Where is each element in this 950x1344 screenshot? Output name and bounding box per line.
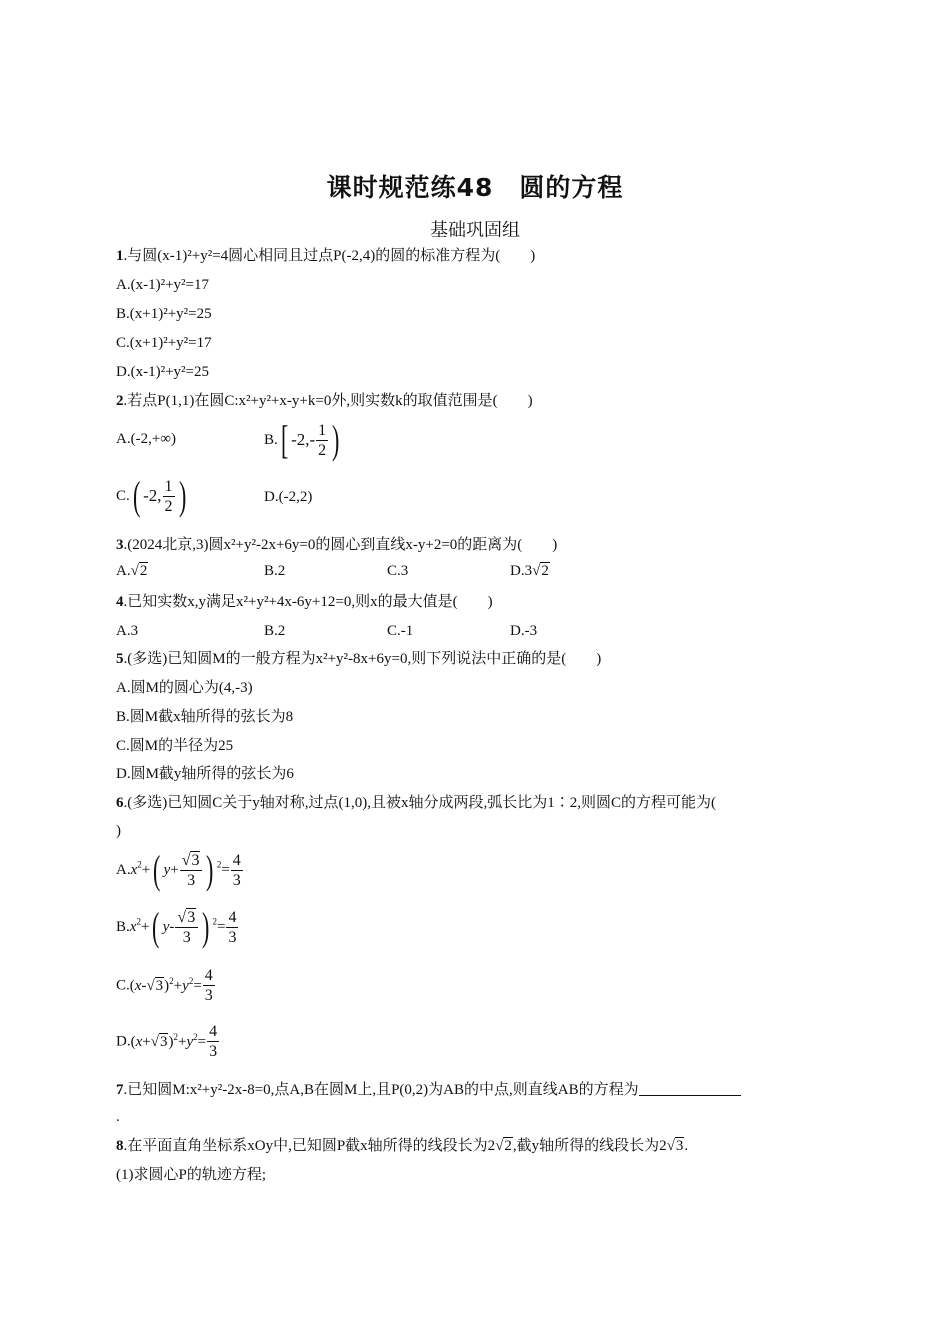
question-number: 5 <box>116 651 124 667</box>
option-c: C.(x+1)²+y²=17 <box>116 335 212 351</box>
option-c: C.3 <box>387 563 409 579</box>
question-stem: .若点P(1,1)在圆C:x²+y²+x-y+k=0外,则实数k的取值范围是( ) <box>123 393 533 409</box>
question-number: 2 <box>116 393 124 409</box>
question-stem: .(多选)已知圆C关于y轴对称,过点(1,0),且被x轴分成两段,弧长比为1∶2,则圆C的方程可能为( <box>123 795 716 811</box>
question-2 <box>116 391 533 411</box>
question-6-stem-end: ) <box>116 823 121 839</box>
option-c: C.圆M的半径为25 <box>116 738 234 754</box>
option-c: C.-1 <box>387 623 414 639</box>
question-8-part-1: (1)求圆心P的轨迹方程; <box>116 1167 267 1183</box>
question-number: 6 <box>116 795 124 811</box>
question-number: 4 <box>116 594 124 610</box>
option-a: A.(-2,+∞) <box>116 431 176 447</box>
question-stem: .与圆(x-1)²+y²=4圆心相同且过点P(-2,4)的圆的标准方程为( ) <box>123 248 536 264</box>
option-a: A.(x-1)²+y²=17 <box>116 277 209 293</box>
option-c: $C.(x-√3)^2+y^2=$ $\frac{4}{3}$ <box>116 967 213 1004</box>
question-7 <box>116 1080 741 1100</box>
fraction: $\frac{1}{2}$ <box>164 477 173 515</box>
answer-blank[interactable] <box>639 1081 741 1096</box>
question-6 <box>116 793 716 813</box>
question-stem: .已知圆M:x²+y²-2x-8=0,点A,B在圆M上,且P(0,2)为AB的中点,则直线AB的方程为 <box>123 1082 639 1098</box>
option-d: D.3√2 <box>510 563 549 579</box>
question-3 <box>116 535 557 555</box>
option-b: B.[ -2,- $\frac{1}{2}$ ) <box>264 417 340 462</box>
option-a: A.圆M的圆心为(4,-3) <box>116 680 253 696</box>
option-b: B.2 <box>264 623 286 639</box>
question-number: 7 <box>116 1082 124 1098</box>
option-a: A.√2 <box>116 563 148 579</box>
question-number: 3 <box>116 537 124 553</box>
question-stem: .(2024北京,3)圆x²+y²-2x+6y=0的圆心到直线x-y+2=0的距离为( ) <box>123 537 558 553</box>
question-8: 8.在平面直角坐标系xOy中,已知圆P截x轴所得的线段长为2√2,截y轴所得的线段长为2√3. <box>116 1138 689 1154</box>
question-5 <box>116 649 601 669</box>
option-b: $B.x^2+$( y- $\frac{√3}{3}$ ) $^2$= $\frac{4}{3}$ <box>116 904 237 949</box>
question-stem: .已知实数x,y满足x²+y²+4x-6y+12=0,则x的最大值是( ) <box>123 594 493 610</box>
question-number: 8 <box>116 1138 124 1154</box>
option-b: B.(x+1)²+y²=25 <box>116 306 212 322</box>
option-a: A.3 <box>116 623 139 639</box>
fraction: $\frac{1}{2}$ <box>318 421 327 459</box>
option-d: D.(-2,2) <box>264 489 313 505</box>
question-number: 1 <box>116 248 124 264</box>
option-a: $A.x^2+$( y+ $\frac{√3}{3}$ ) $^2$= $\frac{4}{3}$ <box>116 847 241 892</box>
option-d: D.-3 <box>510 623 538 639</box>
option-b: B.圆M截x轴所得的弦长为8 <box>116 709 294 725</box>
option-d: D.(x-1)²+y²=25 <box>116 364 209 380</box>
question-1 <box>116 246 535 266</box>
page-title: 课时规范练48 圆的方程 <box>326 173 624 202</box>
question-stem: .(多选)已知圆M的一般方程为x²+y²-8x+6y=0,则下列说法中正确的是( ) <box>123 651 602 667</box>
question-4 <box>116 592 493 612</box>
option-d: D.圆M截y轴所得的弦长为6 <box>116 766 294 782</box>
option-b: B.2 <box>264 563 286 579</box>
section-title: 基础巩固组 <box>430 220 520 241</box>
option-c: C.( -2, $\frac{1}{2}$ ) <box>116 473 186 518</box>
option-d: $D.(x+√3)^2+y^2=$ $\frac{4}{3}$ <box>116 1023 218 1060</box>
question-7-tail: . <box>116 1109 120 1125</box>
